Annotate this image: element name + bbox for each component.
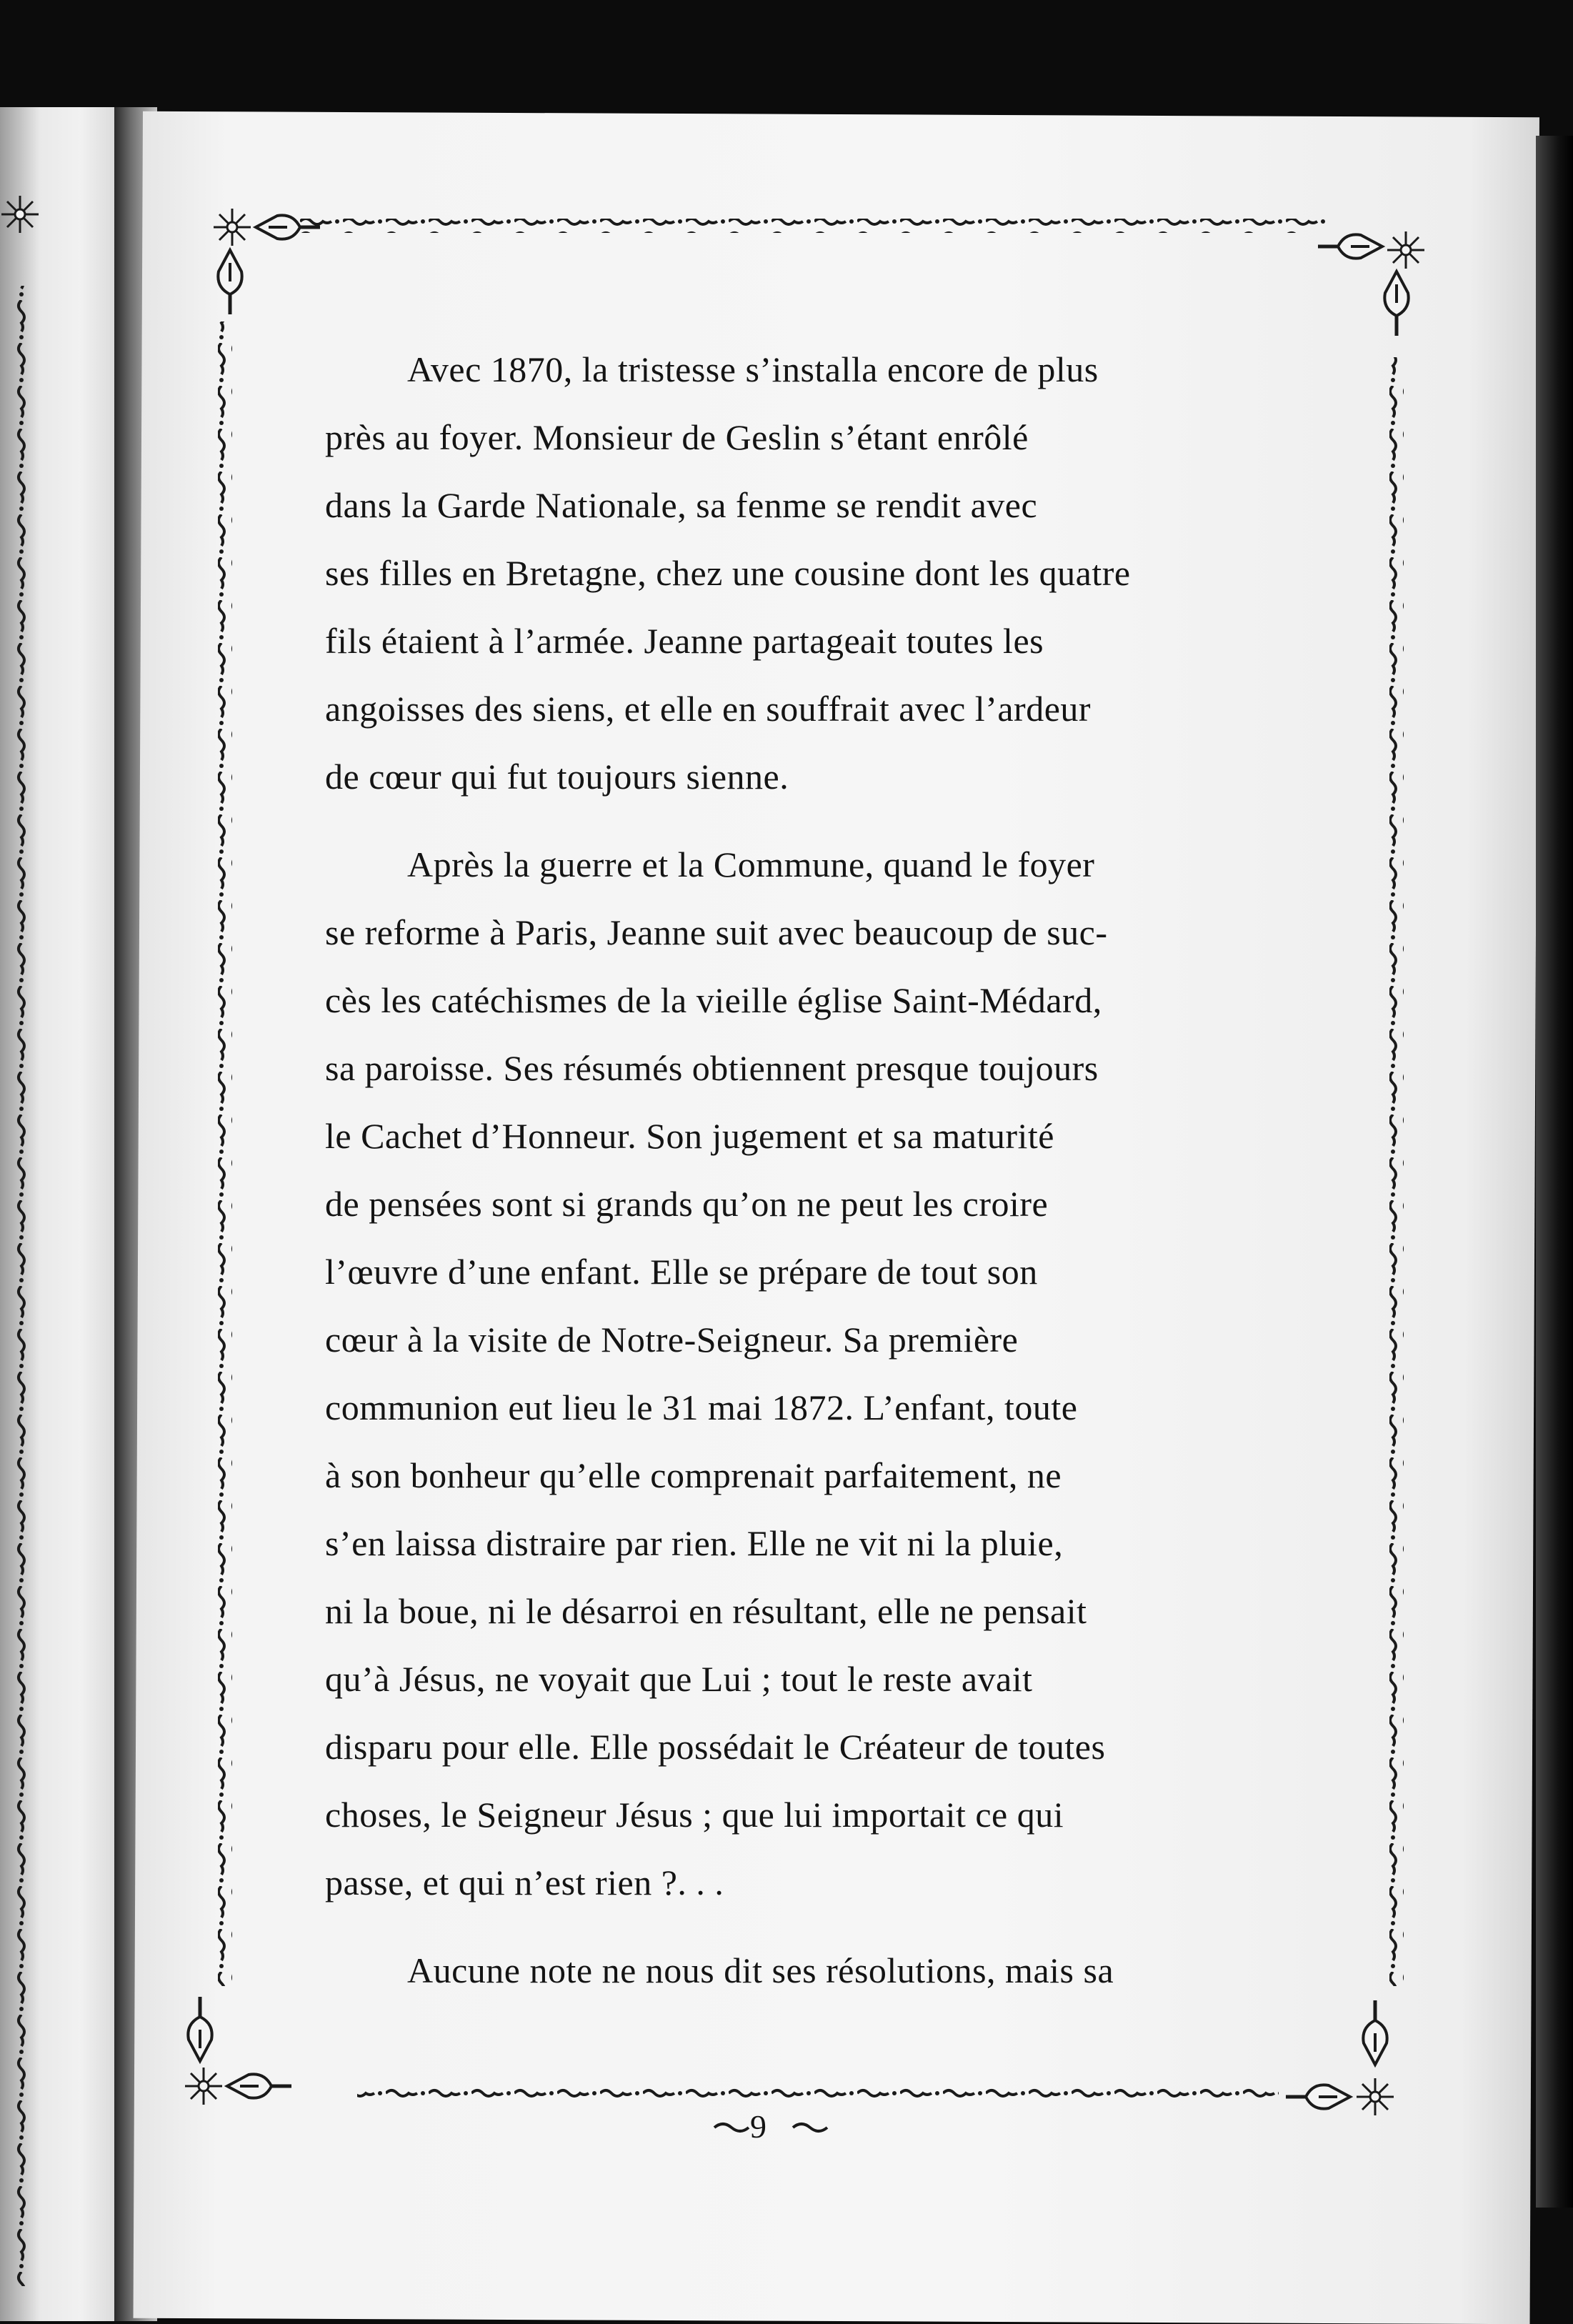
lily-bud-icon [1384, 271, 1408, 336]
page-number-right-flourish [793, 2124, 827, 2131]
text-line: Après la guerre et la Commune, quand le foyer [407, 844, 1095, 884]
left-vine-border [218, 321, 232, 1986]
paragraph [325, 831, 1282, 1917]
facing-page-vine-border [13, 286, 27, 2286]
text-line: de cœur qui fut toujours sienne. [325, 757, 789, 797]
paragraph [325, 1937, 1282, 2005]
text-line: ses filles en Bretagne, chez une cousine dont les quatre [325, 553, 1131, 593]
lily-bud-icon [218, 250, 241, 314]
page-number-value: 9 [750, 2108, 766, 2145]
text-line: Aucune note ne nous dit ses résolutions, mais sa [407, 1950, 1114, 1990]
text-line: passe, et qui n’est rien ?. . . [325, 1862, 724, 1902]
lily-bud-icon [1363, 2000, 1387, 2065]
text-line: le Cachet d’Honneur. Son jugement et sa maturité [325, 1116, 1054, 1156]
text-line: disparu pour elle. Elle possédait le Créateur de toutes [325, 1727, 1106, 1767]
text-line: s’en laissa distraire par rien. Elle ne vit ni la pluie, [325, 1523, 1064, 1563]
text-line: cès les catéchismes de la vieille église Saint-Médard, [325, 980, 1102, 1020]
text-line: cœur à la visite de Notre-Seigneur. Sa première [325, 1320, 1019, 1360]
text-line: près au foyer. Monsieur de Geslin s’étant enrôlé [325, 417, 1029, 457]
lily-bud-icon [188, 1997, 211, 2061]
text-line: à son bonheur qu’elle comprenait parfaitement, ne [325, 1455, 1062, 1495]
bottom-vine-border [357, 2086, 1279, 2100]
right-vine-border [1389, 357, 1404, 1986]
text-line: choses, le Seigneur Jésus ; que lui importait ce qui [325, 1795, 1064, 1835]
body-text [325, 336, 1282, 2025]
text-line: fils étaient à l’armée. Jeanne partageait toutes les [325, 621, 1044, 661]
star-flower-icon [1387, 231, 1424, 269]
text-line: dans la Garde Nationale, sa fenme se rendit avec [325, 485, 1038, 525]
star-flower-icon [185, 2068, 222, 2105]
star-flower-icon [1, 196, 39, 233]
top-vine-border [300, 219, 1329, 233]
text-line: de pensées sont si grands qu’on ne peut les croire [325, 1184, 1049, 1224]
text-line: ni la boue, ni le désarroi en résultant, elle ne pensait [325, 1591, 1087, 1631]
lily-bud-icon [227, 2074, 291, 2098]
text-line: communion eut lieu le 31 mai 1872. L’enfant, toute [325, 1387, 1078, 1427]
star-flower-icon [1357, 2078, 1394, 2115]
lily-bud-icon [1286, 2085, 1350, 2108]
text-line: l’œuvre d’une enfant. Elle se prépare de tout son [325, 1252, 1038, 1292]
text-line: Avec 1870, la tristesse s’installa encore de plus [407, 349, 1099, 389]
text-line: sa paroisse. Ses résumés obtiennent presque toujours [325, 1048, 1099, 1088]
paragraph [325, 336, 1282, 811]
star-flower-icon [214, 209, 251, 246]
page-number [750, 2108, 766, 2145]
text-line: qu’à Jésus, ne voyait que Lui ; tout le reste avait [325, 1659, 1033, 1699]
text-line: angoisses des siens, et elle en souffrait avec l’ardeur [325, 689, 1092, 729]
text-line: se reforme à Paris, Jeanne suit avec beaucoup de suc- [325, 912, 1108, 952]
page-number-left-flourish [714, 2124, 749, 2131]
lily-bud-icon [1318, 234, 1382, 258]
